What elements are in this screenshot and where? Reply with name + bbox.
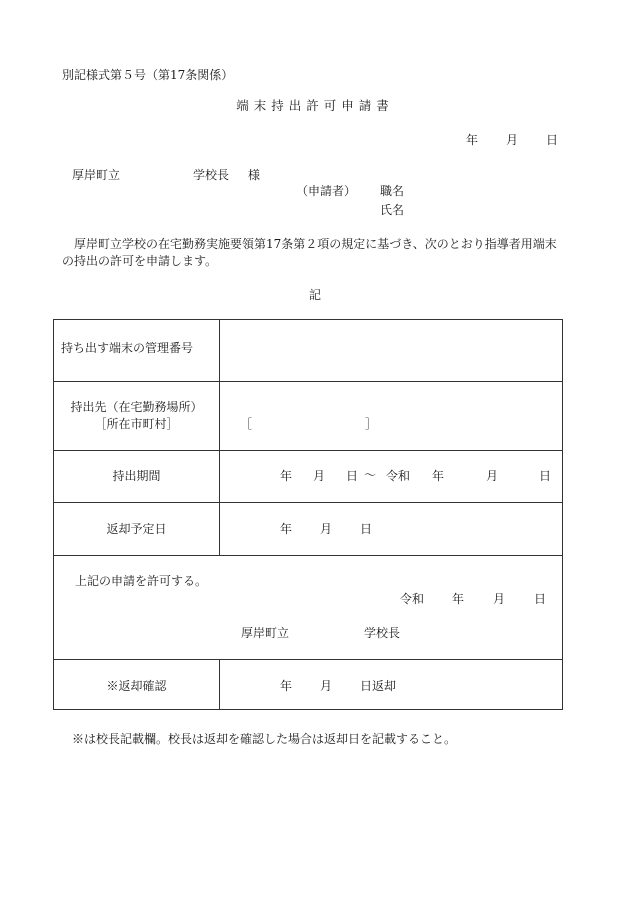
return-check-label: ※返却確認 (106, 679, 167, 693)
return-check-day: 日返却 (360, 679, 397, 693)
date-day: 日 (546, 133, 559, 147)
applicant-role: （申請者） (296, 184, 357, 198)
return-month: 月 (320, 522, 333, 536)
application-table (53, 319, 563, 710)
period-start-month: 月 (313, 469, 326, 483)
ki-heading: 記 (308, 288, 321, 302)
addressee-principal: 学校長 (193, 168, 230, 182)
applicant-post-label: 職名 (380, 184, 405, 198)
form-id: 別記様式第５号（第17条関係） (62, 68, 234, 82)
date-month: 月 (506, 133, 519, 147)
date-year: 年 (466, 133, 479, 147)
approval-principal: 学校長 (364, 626, 401, 640)
table-divider (54, 659, 562, 660)
period-tilde: 〜 (364, 468, 377, 482)
table-column-divider (219, 659, 220, 710)
approval-month: 月 (493, 592, 506, 606)
addressee-town: 厚岸町立 (72, 168, 121, 182)
period-start-year: 年 (280, 469, 293, 483)
approval-town: 厚岸町立 (241, 626, 290, 640)
return-date-label: 返却予定日 (106, 522, 167, 536)
period-end-month: 月 (486, 469, 499, 483)
municipality-label: ［所在市町村］ (94, 417, 179, 431)
period-start-day: 日 (346, 469, 359, 483)
return-day: 日 (360, 522, 373, 536)
table-divider (54, 381, 562, 382)
addressee-honorific: 様 (248, 168, 261, 182)
municipality-bracket-open: ［ (240, 417, 253, 431)
return-year: 年 (280, 522, 293, 536)
period-end-year: 年 (432, 469, 445, 483)
application-body: 厚岸町立学校の在宅勤務実施要領第17条第２項の規定に基づき、次のとおり指導者用端末の持出の許可を申請します。 (62, 237, 557, 269)
approval-day: 日 (534, 592, 547, 606)
table-divider (54, 555, 562, 556)
period-end-day: 日 (539, 469, 552, 483)
return-check-year: 年 (280, 679, 293, 693)
terminal-number-label: 持ち出す端末の管理番号 (61, 341, 194, 355)
applicant-name-label: 氏名 (380, 203, 405, 217)
municipality-bracket-close: ］ (365, 417, 378, 431)
approval-year: 年 (452, 592, 465, 606)
return-check-month: 月 (320, 679, 333, 693)
period-label: 持出期間 (112, 469, 161, 483)
destination-label: 持出先（在宅勤務場所） (70, 400, 203, 414)
table-divider (54, 502, 562, 503)
terminal-number-field[interactable] (224, 326, 558, 376)
municipality-field[interactable] (254, 412, 359, 434)
period-end-era: 令和 (386, 469, 411, 483)
approval-text: 上記の申請を許可する。 (75, 574, 208, 588)
document-title: 端末持出許可申請書 (236, 98, 394, 113)
footnote: ※は校長記載欄。校長は返却を確認した場合は返却日を記載すること。 (72, 732, 457, 746)
approval-era: 令和 (400, 592, 425, 606)
table-column-divider (219, 320, 220, 555)
table-divider (54, 450, 562, 451)
